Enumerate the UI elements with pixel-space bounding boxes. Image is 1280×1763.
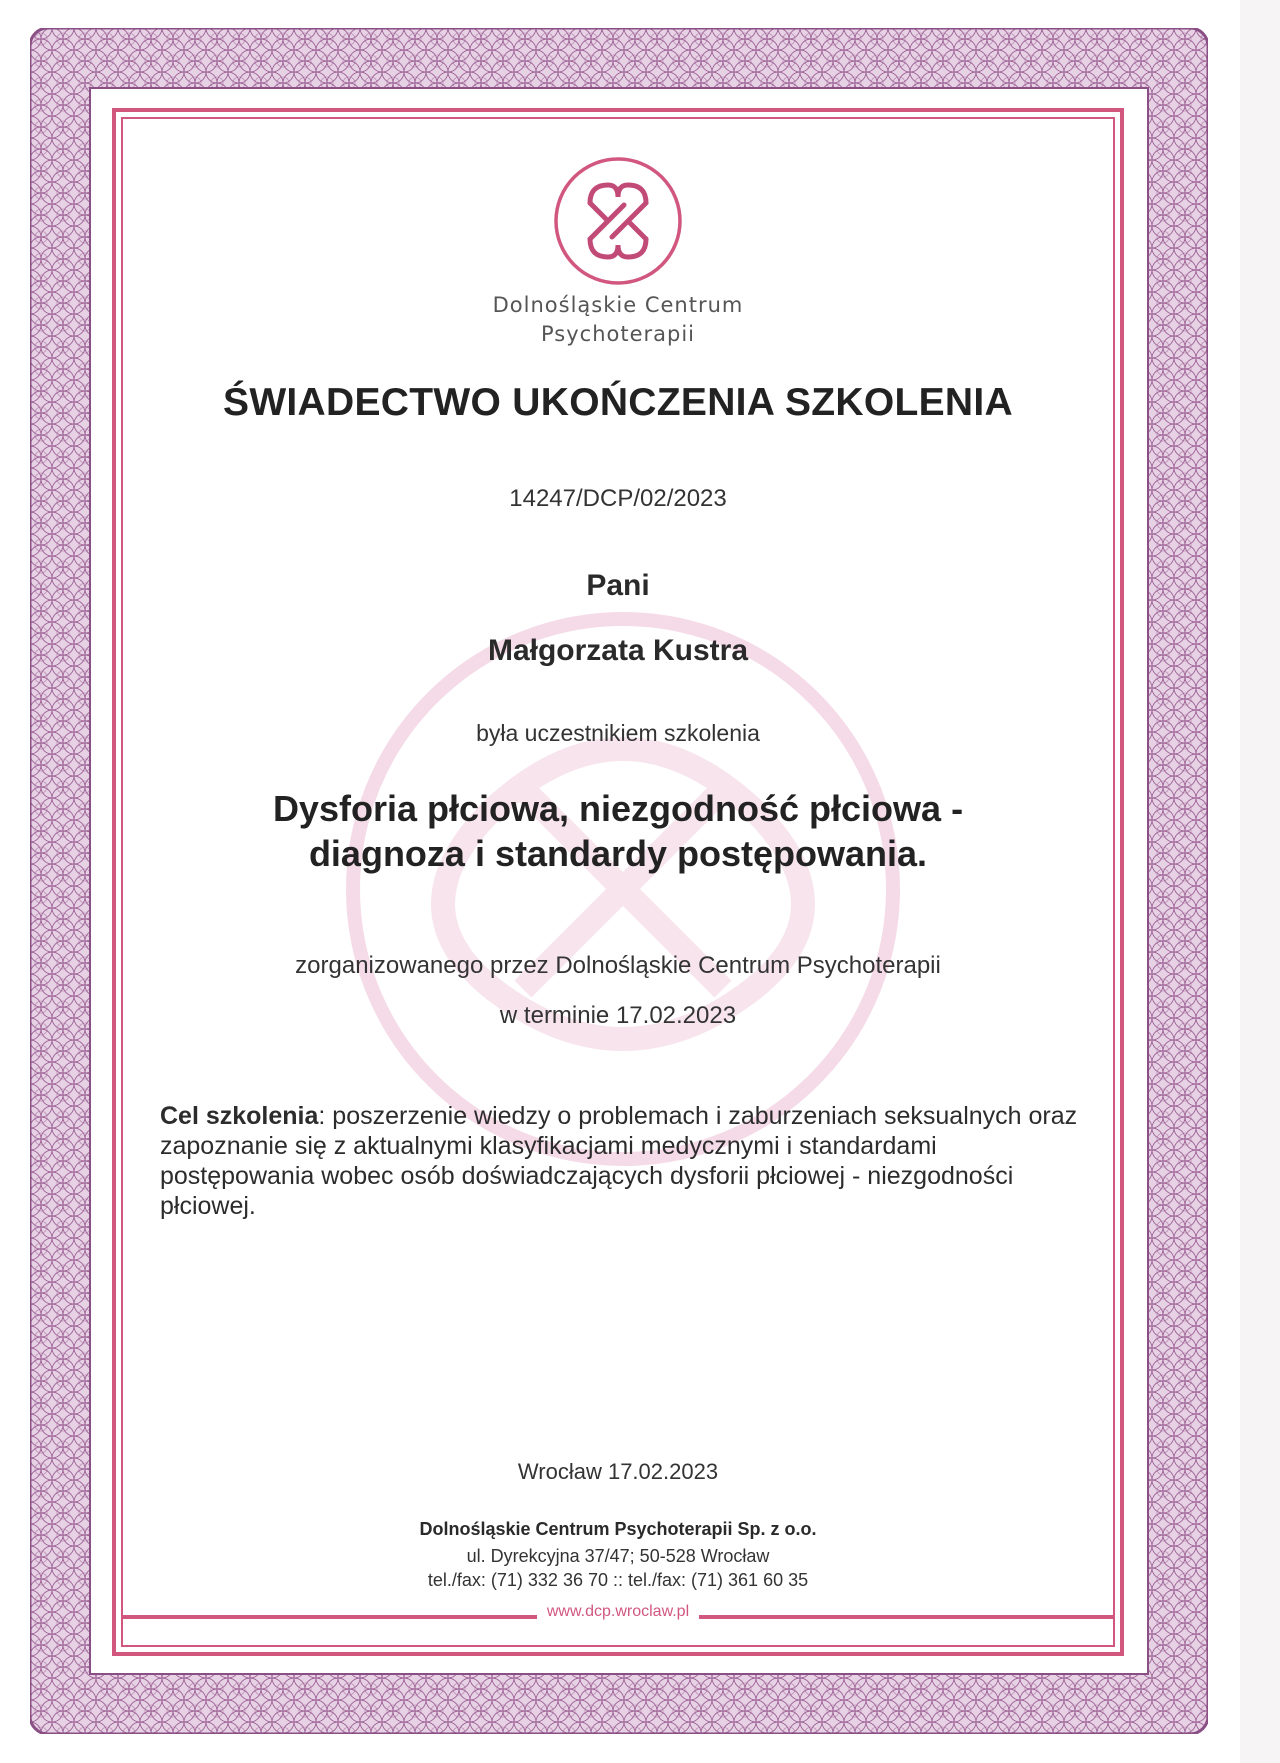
logo-name-line2: Psychoterapii	[540, 322, 696, 346]
course-title-line1: Dysforia płciowa, niezgodność płciowa -	[272, 788, 964, 829]
footer-address: ul. Dyrekcyjna 37/47; 50-528 Wrocław	[466, 1546, 770, 1566]
website-container	[123, 1603, 1113, 1621]
goal-text: : poszerzenie wiedzy o problemach i zaburzeniach seksualnych oraz zapoznanie się z aktualnymi klasyfikacjami medycznymi i standardami postępowania wobec osób doświadczających dysforii płciowej - niezgodności płciowej.	[160, 1102, 1078, 1220]
training-goal	[160, 1101, 1080, 1221]
course-title-line2: diagnoza i standardy postępowania.	[308, 833, 928, 874]
footer-phone: tel./fax: (71) 332 36 70 :: tel./fax: (71) 361 60 35	[427, 1570, 809, 1590]
website-bar	[123, 1603, 1113, 1629]
training-term: w terminie 17.02.2023	[499, 1002, 737, 1029]
certificate-content	[123, 119, 1113, 1645]
certificate-number: 14247/DCP/02/2023	[509, 485, 727, 512]
logo-name-line1: Dolnośląskie Centrum	[492, 293, 744, 317]
certificate-title: ŚWIADECTWO UKOŃCZENIA SZKOLENIA	[223, 381, 1013, 424]
recipient-name: Małgorzata Kustra	[487, 634, 749, 667]
participation-text: była uczestnikiem szkolenia	[476, 720, 760, 746]
knot-watermark-icon	[293, 609, 953, 1169]
website-link[interactable]: www.dcp.wroclaw.pl	[537, 1603, 699, 1620]
salutation: Pani	[586, 569, 650, 602]
course-title	[123, 786, 1113, 876]
organization-logo-name	[123, 291, 1113, 349]
goal-label: Cel szkolenia	[160, 1102, 319, 1130]
organized-by: zorganizowanego przez Dolnośląskie Centrum Psychoterapii	[295, 952, 941, 979]
interlaced-knot-logo-icon	[552, 155, 684, 287]
footer-company: Dolnośląskie Centrum Psychoterapii Sp. z o.o.	[419, 1519, 817, 1539]
place-date: Wrocław 17.02.2023	[517, 1459, 719, 1484]
